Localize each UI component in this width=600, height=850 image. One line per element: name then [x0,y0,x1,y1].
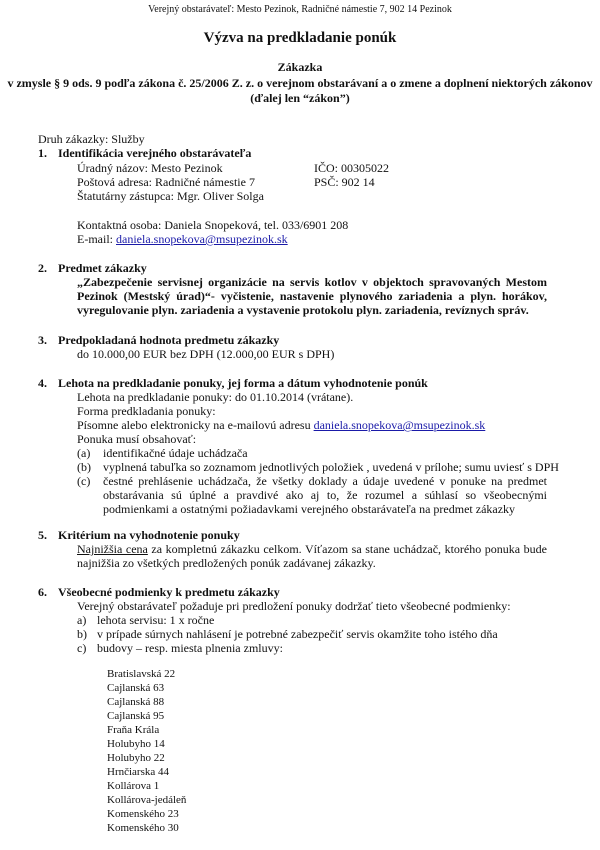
section-1-heading: Identifikácia verejného obstarávateľa [58,146,252,160]
service-location: Bratislavská 22 [107,668,176,680]
condition-marker: b) [77,627,87,641]
offer-item-text: čestné prehlásenie uchádzača, že všetky doklady a údaje uvedené v ponuke na predmet obstarávania sú úplné a pravdivé ako aj to, že rozumel a súhlasí so všeobecnými podmienkami a ostatnými požiadavkami verejného obstarávateľa na predmet zákazky [103,474,547,516]
postal-address: Poštová adresa: Radničné námestie 7 [77,175,255,189]
section-1-number: 1. [38,146,47,160]
section-5-number: 5. [38,528,47,542]
contract-type: Druh zákazky: Služby [38,132,145,146]
condition-marker: c) [77,641,87,655]
offer-contents-label: Ponuka musí obsahovať: [77,432,197,446]
postal-code: PSČ: 902 14 [314,175,375,189]
service-location: Holubyho 22 [107,752,165,764]
service-location: Kollárova-jedáleň [107,794,187,806]
service-location: Cajlanská 95 [107,710,165,722]
official-name: Úradný názov: Mesto Pezinok [77,161,223,175]
submission-form-label: Forma predkladania ponuky: [77,404,216,418]
service-location: Cajlanská 88 [107,696,165,708]
email-label: E-mail: [77,232,116,246]
service-location: Hrnčiarska 44 [107,766,170,778]
submission-email-link[interactable]: daniela.snopekova@msupezinok.sk [313,418,486,432]
service-location: Fraňa Krála [107,724,160,736]
legal-reference: v zmysle § 9 ods. 9 podľa zákona č. 25/2006 Z. z. o verejnom obstarávaní a o zmene a doplnení niektorých zákonov (ďalej len “zákon”) [7,76,593,105]
section-2-number: 2. [38,261,47,275]
contact-email-line [77,232,288,246]
ico: IČO: 00305022 [314,161,389,175]
criterion-lowest-price: Najnižšia cena [77,542,148,556]
offer-item-text: identifikačné údaje uchádzača [103,446,248,460]
document-title: Výzva na predkladanie ponúk [203,30,397,46]
section-4-heading: Lehota na predkladanie ponuky, jej forma a dátum vyhodnotenie ponúk [58,376,428,390]
condition-marker: a) [77,613,87,627]
offer-item-marker: (b) [77,460,91,474]
document-subtitle: Zákazka [277,60,323,74]
service-location: Komenského 30 [107,822,179,834]
page-header: Verejný obstarávateľ: Mesto Pezinok, Radničné námestie 7, 902 14 Pezinok [148,4,452,15]
section-4-number: 4. [38,376,47,390]
criterion-text [77,542,547,570]
section-3-heading: Predpokladaná hodnota predmetu zákazky [58,333,280,347]
statutory-representative: Štatutárny zástupca: Mgr. Oliver Solga [77,189,264,203]
service-location: Cajlanská 63 [107,682,165,694]
service-location: Komenského 23 [107,808,179,820]
estimated-value: do 10.000,00 EUR bez DPH (12.000,00 EUR s DPH) [77,347,335,361]
section-3-number: 3. [38,333,47,347]
offer-item-marker: (c) [77,474,91,488]
section-2-heading: Predmet zákazky [58,261,147,275]
offer-item-marker: (a) [77,446,91,460]
conditions-intro: Verejný obstarávateľ požaduje pri predložení ponuky dodržať tieto všeobecné podmienky: [77,599,511,613]
submission-form-text: Písomne alebo elektronicky na e-mailovú adresu [77,418,314,432]
offer-item-text: vyplnená tabuľka so zoznamom jednotlivých položiek , uvedená v prílohe; sumu uviesť s DPH [103,460,559,474]
condition-text: budovy – resp. miesta plnenia zmluvy: [97,641,283,655]
contact-email-link[interactable]: daniela.snopekova@msupezinok.sk [116,232,288,246]
section-5-heading: Kritérium na vyhodnotenie ponuky [58,528,240,542]
contact-person: Kontaktná osoba: Daniela Snopeková, tel. 033/6901 208 [77,218,349,232]
subject-description: „Zabezpečenie servisnej organizácie na servis kotlov v objektoch spravovaných Mestom Pezinok (Mestský úrad)“- vyčistenie, nastavenie plynového zariadenia a plyn. horákov, vyregulovanie plyn. zariadenia a vystavenie protokolu plyn. zariadenia, revíznych správ. [77,275,547,317]
section-6-number: 6. [38,585,47,599]
criterion-description: za kompletnú zákazku celkom. Víťazom sa stane uchádzač, ktorého ponuka bude najnižšia zo všetkých predložených ponúk zadávanej zákazky. [77,542,548,570]
section-6-heading: Všeobecné podmienky k predmetu zákazky [58,585,280,599]
submission-form-line [77,418,485,432]
condition-text: v prípade súrnych nahlásení je potrebné zabezpečiť servis okamžite toho istého dňa [97,627,498,641]
submission-deadline: Lehota na predkladanie ponuky: do 01.10.2014 (vrátane). [77,390,354,404]
condition-text: lehota servisu: 1 x ročne [97,613,215,627]
service-location: Kollárova 1 [107,780,160,792]
service-location: Holubyho 14 [107,738,165,750]
